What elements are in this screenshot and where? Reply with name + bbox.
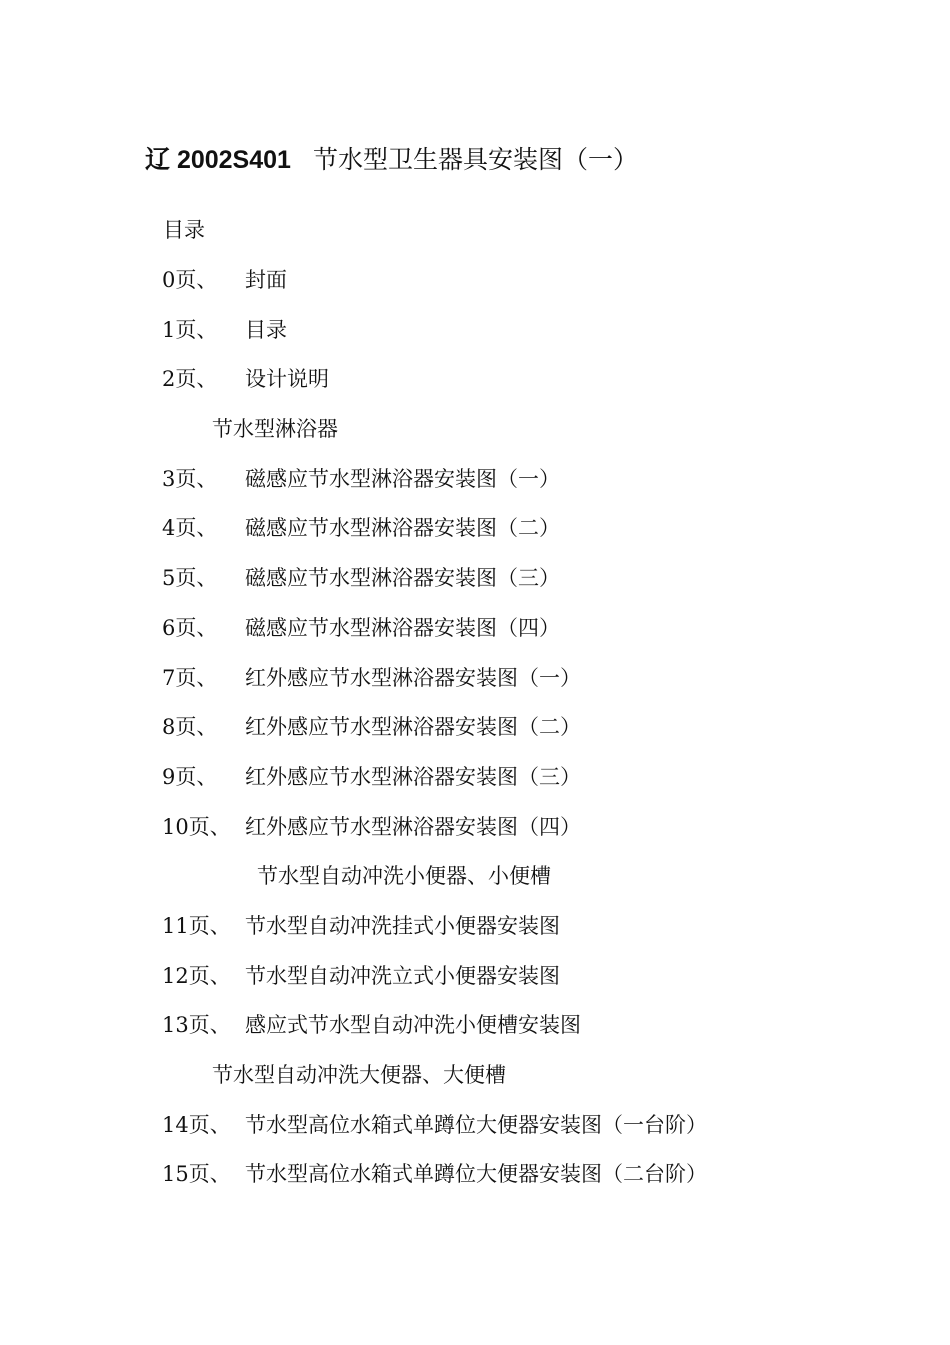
toc-section (0, 860, 950, 910)
standard-code: 辽 2002S401 (145, 146, 291, 174)
toc-entry (0, 562, 950, 612)
toc-page-number: 15页、 (162, 1162, 231, 1187)
toc-entry-title: 目录 (245, 317, 287, 342)
toc-page-number: 11页、 (162, 913, 231, 938)
document-title (145, 142, 638, 178)
toc-page-number: 2页、 (162, 367, 218, 392)
toc-entry (0, 1109, 950, 1159)
title-text: 节水型卫生器具安装图（一） (312, 145, 638, 174)
toc-entry-title: 红外感应节水型淋浴器安装图（三） (245, 764, 581, 789)
toc-page-number: 0页、 (162, 268, 218, 292)
toc-page-number: 3页、 (162, 466, 218, 491)
toc-section (0, 413, 950, 463)
toc-entry-title: 红外感应节水型淋浴器安装图（一） (245, 665, 581, 690)
toc-entry-title: 磁感应节水型淋浴器安装图（四） (245, 615, 560, 640)
toc-section-title: 节水型淋浴器 (212, 417, 338, 442)
toc-entry-title: 磁感应节水型淋浴器安装图（三） (245, 566, 560, 591)
table-of-contents (0, 264, 950, 1208)
toc-entry (0, 463, 950, 513)
toc-section-title: 节水型自动冲洗小便器、小便槽 (257, 864, 551, 889)
toc-entry (0, 314, 950, 364)
toc-entry (0, 1158, 950, 1208)
toc-entry (0, 761, 950, 811)
toc-page-number: 12页、 (162, 963, 231, 988)
toc-section (0, 1059, 950, 1109)
toc-entry-title: 节水型高位水箱式单蹲位大便器安装图（二台阶） (245, 1162, 707, 1187)
toc-page-number: 6页、 (162, 615, 218, 640)
toc-entry (0, 1009, 950, 1059)
toc-page-number: 9页、 (162, 764, 218, 789)
toc-page-number: 7页、 (162, 665, 218, 690)
toc-heading: 目录 (163, 218, 205, 242)
toc-entry-title: 红外感应节水型淋浴器安装图（四） (245, 814, 581, 839)
toc-entry-title: 节水型自动冲洗立式小便器安装图 (245, 963, 560, 988)
toc-entry (0, 960, 950, 1010)
toc-page-number: 14页、 (162, 1112, 231, 1137)
toc-page-number: 13页、 (162, 1013, 231, 1038)
toc-section-title: 节水型自动冲洗大便器、大便槽 (212, 1063, 506, 1087)
toc-page-number: 4页、 (162, 516, 218, 541)
toc-page-number: 1页、 (162, 317, 218, 342)
toc-entry-title: 封面 (245, 268, 287, 292)
toc-entry (0, 264, 950, 314)
toc-entry (0, 612, 950, 662)
toc-entry-title: 磁感应节水型淋浴器安装图（一） (245, 466, 560, 491)
toc-entry (0, 711, 950, 761)
toc-entry-title: 感应式节水型自动冲洗小便槽安装图 (245, 1013, 581, 1038)
toc-entry (0, 662, 950, 712)
toc-page-number: 8页、 (162, 715, 218, 740)
toc-entry-title: 红外感应节水型淋浴器安装图（二） (245, 715, 581, 740)
toc-entry (0, 363, 950, 413)
toc-entry-title: 磁感应节水型淋浴器安装图（二） (245, 516, 560, 541)
toc-entry-title: 节水型高位水箱式单蹲位大便器安装图（一台阶） (245, 1112, 707, 1137)
toc-page-number: 5页、 (162, 566, 218, 591)
toc-entry-title: 节水型自动冲洗挂式小便器安装图 (245, 913, 560, 938)
toc-entry-title: 设计说明 (245, 367, 329, 392)
toc-entry (0, 811, 950, 861)
toc-entry (0, 910, 950, 960)
toc-entry (0, 512, 950, 562)
toc-page-number: 10页、 (162, 814, 231, 839)
